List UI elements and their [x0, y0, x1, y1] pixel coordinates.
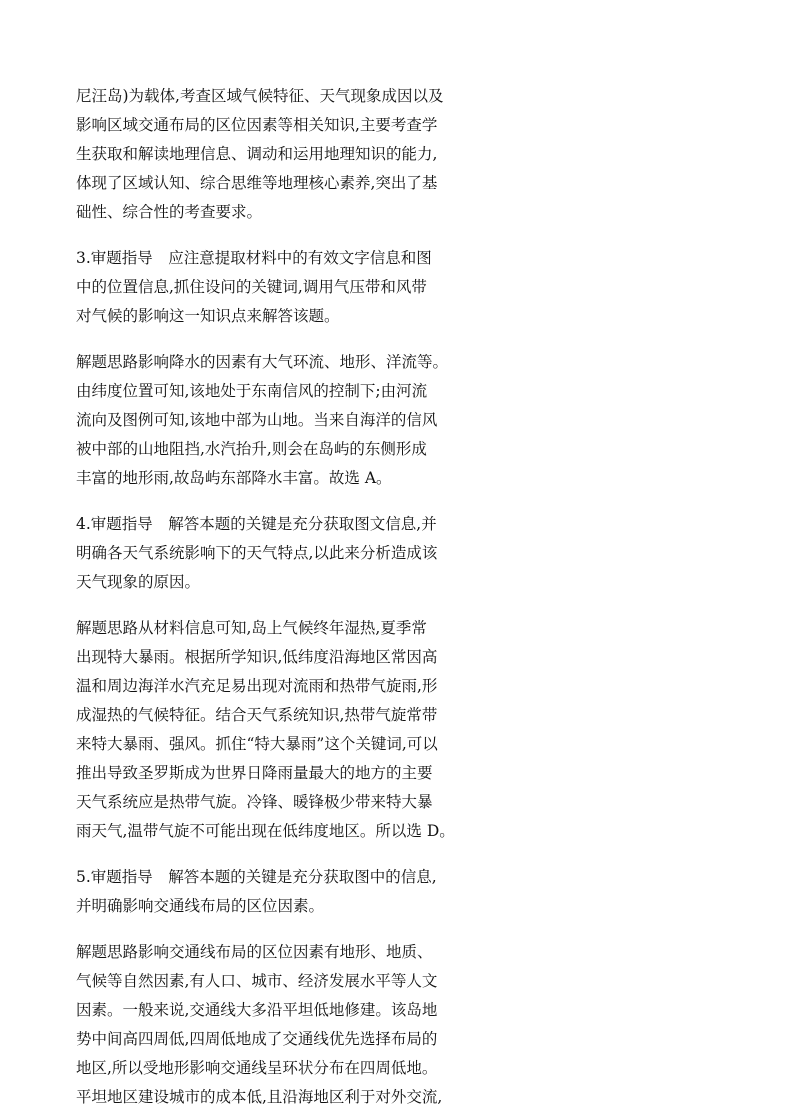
text-line: 气候等自然因素,有人口、城市、经济发展水平等人文	[76, 972, 438, 990]
text-line: 明确各天气系统影响下的天气特点,以此来分析造成该	[76, 544, 438, 562]
text-line: 解题思路从材料信息可知,岛上气候终年湿热,夏季常	[76, 619, 427, 637]
text-line: 生获取和解读地理信息、调动和运用地理知识的能力,	[76, 145, 438, 163]
text-line: 影响区域交通布局的区位因素等相关知识,主要考查学	[76, 116, 438, 134]
text-line: 3.审题指导 应注意提取材料中的有效文字信息和图	[76, 249, 432, 267]
text-line: 丰富的地形雨,故岛屿东部降水丰富。故选 A。	[76, 469, 392, 487]
text-line: 来特大暴雨、强风。抓住“特大暴雨”这个关键词,可以	[76, 735, 438, 753]
text-line: 平坦地区建设城市的成本低,且沿海地区利于对外交流,	[76, 1088, 443, 1106]
text-line: 温和周边海洋水汽充足易出现对流雨和热带气旋雨,形	[76, 677, 438, 695]
paragraph-q3-reasoning	[76, 348, 449, 493]
text-line: 并明确影响交通线布局的区位因素。	[76, 897, 325, 915]
paragraph-gap	[76, 597, 406, 614]
text-line: 流向及图例可知,该地中部为山地。当来自海洋的信风	[76, 411, 438, 429]
text-line: 体现了区域认知、综合思维等地理核心素养,突出了基	[76, 174, 438, 192]
paragraph-gap	[76, 846, 406, 863]
paragraph-q5-reasoning	[76, 938, 443, 1112]
paragraph-gap	[76, 921, 406, 938]
paragraph-intro-continuation	[76, 82, 444, 227]
text-line: 对气候的影响这一知识点来解答该题。	[76, 307, 340, 325]
paragraph-q4-guidance	[76, 510, 438, 597]
text-line: 4.审题指导 解答本题的关键是充分获取图文信息,并	[76, 515, 437, 533]
text-line: 由纬度位置可知,该地处于东南信风的控制下;由河流	[76, 382, 428, 400]
text-line: 势中间高四周低,四周低地成了交通线优先选择布局的	[76, 1030, 438, 1048]
paragraph-gap	[76, 331, 406, 348]
text-line: 出现特大暴雨。根据所学知识,低纬度沿海地区常因高	[76, 648, 438, 666]
text-line: 尼汪岛)为载体,考查区域气候特征、天气现象成因以及	[76, 87, 444, 105]
paragraph-q5-guidance	[76, 863, 437, 921]
text-line: 天气现象的原因。	[76, 573, 201, 591]
text-line: 5.审题指导 解答本题的关键是充分获取图中的信息,	[76, 868, 437, 886]
paragraph-gap	[76, 227, 406, 244]
text-line: 因素。一般来说,交通线大多沿平坦低地修建。该岛地	[76, 1001, 438, 1019]
text-line: 地区,所以受地形影响交通线呈环状分布在四周低地。	[76, 1059, 438, 1077]
paragraph-q3-guidance	[76, 244, 432, 331]
document-page	[76, 82, 455, 1112]
text-line: 被中部的山地阻挡,水汽抬升,则会在岛屿的东侧形成	[76, 440, 427, 458]
text-line: 雨天气,温带气旋不可能出现在低纬度地区。所以选 D。	[76, 822, 455, 840]
text-line: 成湿热的气候特征。结合天气系统知识,热带气旋常带	[76, 706, 438, 724]
text-line: 础性、综合性的考查要求。	[76, 203, 263, 221]
paragraph-gap	[76, 493, 406, 510]
text-line: 解题思路影响降水的因素有大气环流、地形、洋流等。	[76, 353, 449, 371]
text-line: 推出导致圣罗斯成为世界日降雨量最大的地方的主要	[76, 764, 433, 782]
paragraph-q4-reasoning	[76, 614, 455, 846]
text-line: 解题思路影响交通线布局的区位因素有地形、地质、	[76, 943, 433, 961]
text-line: 天气系统应是热带气旋。冷锋、暖锋极少带来特大暴	[76, 793, 433, 811]
text-line: 中的位置信息,抓住设问的关键词,调用气压带和风带	[76, 278, 427, 296]
